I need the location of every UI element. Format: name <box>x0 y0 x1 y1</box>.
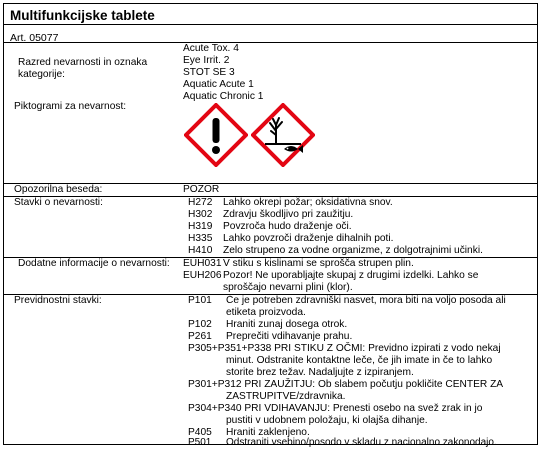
precaution-text: Odstraniti vsebino/posodo v skladu z nacionalno zakonodajo. <box>226 437 497 448</box>
article-number: Art. 05077 <box>10 32 59 44</box>
product-title: Multifunkcijske tablete <box>10 8 155 23</box>
hazard-class-item: Acute Tox. 4 <box>183 43 239 54</box>
hazard-code: H272 <box>188 197 213 208</box>
exclamation-mark-pictogram-icon <box>184 103 248 167</box>
hazard-class-item: Eye Irrit. 2 <box>183 55 230 66</box>
precaution-code: P501 <box>188 437 212 448</box>
hazard-class-label: Razred nevarnosti in oznaka kategorije: <box>18 57 148 80</box>
hazard-code: H335 <box>188 233 213 244</box>
hazard-code: H410 <box>188 245 213 256</box>
signal-word-label: Opozorilna beseda: <box>14 184 103 195</box>
euh-text: Pozor! Ne uporabljajte skupaj z drugimi izdelki. Lahko se sproščajo nevarni plini (klor). <box>223 270 479 293</box>
hazard-statements-label: Stavki o nevarnosti: <box>14 197 103 208</box>
pictograms-label: Piktogrami za nevarnost: <box>14 101 127 112</box>
hazard-class-item: Aquatic Acute 1 <box>183 79 254 90</box>
precaution-code: P261 <box>188 331 212 342</box>
precaution-statement <box>188 403 508 427</box>
euh-code: EUH206 <box>183 270 222 281</box>
precaution-code: P405 <box>188 427 212 438</box>
hazard-class-item: Aquatic Chronic 1 <box>183 91 264 102</box>
euh-text: V stiku s kislinami se sprošča strupen plin. <box>223 258 414 269</box>
precaution-statement <box>188 343 508 379</box>
precaution-code: P301+P312 <box>188 379 242 390</box>
precautionary-label: Previdnostni stavki: <box>14 295 102 306</box>
hazard-text: Lahko povzroči draženje dihalnih poti. <box>223 233 394 244</box>
hazard-text: Lahko okrepi požar; oksidativna snov. <box>223 197 393 208</box>
hazard-code: H302 <box>188 209 213 220</box>
hazard-text: Zdravju škodljivo pri zaužitju. <box>223 209 354 220</box>
precaution-text: PRI VDIHAVANJU: Prenesti osebo na svež zrak in jo pustiti v udobnem položaju, ki olajša dihanje. <box>226 403 483 426</box>
precaution-code: P102 <box>188 319 212 330</box>
signal-word-value: POZOR <box>183 184 220 195</box>
precaution-code: P101 <box>188 295 212 306</box>
hazard-class-item: STOT SE 3 <box>183 67 235 78</box>
hazard-text: Povzroča hudo draženje oči. <box>223 221 352 232</box>
divider <box>4 24 537 25</box>
precaution-text: Hraniti zaklenjeno. <box>226 427 310 438</box>
precaution-text: PRI STIKU Z OČMI: Previdno izpirati z vodo nekaj minut. Odstranite kontaktne leče, če jih imate in če to lahko storite brez težav. Nadaljujte z izpiranjem. <box>226 343 501 378</box>
safety-label-sheet <box>3 3 538 448</box>
precaution-code: P305+P351+P338 <box>188 343 272 354</box>
precaution-statement <box>188 379 518 403</box>
euh-code: EUH031 <box>183 258 222 269</box>
additional-info-label: Dodatne informacije o nevarnosti: <box>18 258 170 269</box>
environment-pictogram-icon <box>251 103 315 167</box>
precaution-text: Hraniti zunaj dosega otrok. <box>226 319 348 330</box>
precaution-text: Če je potreben zdravniški nasvet, mora biti na voljo posoda ali etiketa proizvoda. <box>226 295 506 318</box>
precaution-code: P304+P340 <box>188 403 242 414</box>
precaution-text: Preprečiti vdihavanje prahu. <box>226 331 353 342</box>
hazard-text: Zelo strupeno za vodne organizme, z dolgotrajnimi učinki. <box>223 245 483 256</box>
precaution-text: PRI ZAUŽITJU: Ob slabem počutju pokličite CENTER ZA ZASTRUPITVE/zdravnika. <box>226 379 503 402</box>
divider <box>4 42 537 43</box>
hazard-code: H319 <box>188 221 213 232</box>
